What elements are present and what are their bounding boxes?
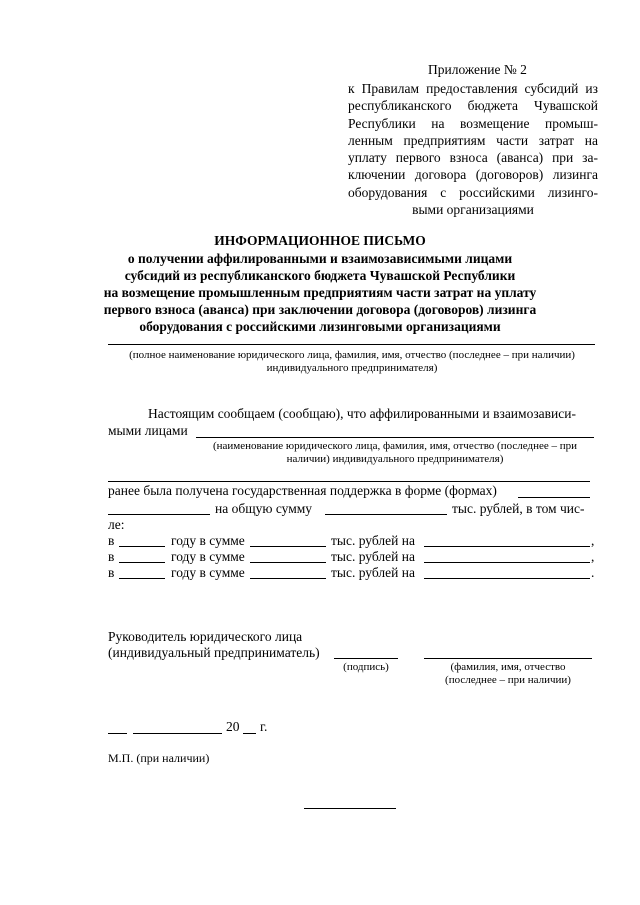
- year-field[interactable]: [119, 546, 165, 547]
- heading-line: на возмещение промышленным предприятиям части затрат на уплату: [103, 285, 537, 300]
- affiliated-persons-field[interactable]: [196, 437, 594, 438]
- total-text: на общую сумму: [215, 501, 313, 516]
- annex-line: Республики на возмещение промыш-: [348, 115, 598, 131]
- total-amount-field[interactable]: [325, 514, 447, 515]
- annex-line: ленным предприятиям части затрат на: [348, 132, 598, 148]
- date-year-field[interactable]: [243, 733, 256, 734]
- heading-line: субсидий из республиканского бюджета Чувашской Республики: [124, 268, 516, 283]
- applicant-caption: индивидуального предпринимателя): [266, 362, 438, 374]
- applicant-caption: (полное наименование юридического лица, фамилия, имя, отчество (последнее – при наличии): [129, 349, 575, 361]
- name-caption: (последнее – при наличии): [445, 674, 571, 686]
- heading-line: оборудования с российскими лизинговыми организациями: [139, 319, 501, 334]
- year-field[interactable]: [119, 578, 165, 579]
- signature-caption: (подпись): [343, 661, 389, 673]
- persons-caption: наличии) индивидуального предпринимателя): [286, 453, 504, 465]
- amount-field[interactable]: [250, 562, 326, 563]
- amount-field[interactable]: [250, 546, 326, 547]
- row-end: ,: [591, 533, 595, 548]
- annex-line: уплату первого взноса (аванса) при за-: [348, 150, 598, 166]
- row-year: году в сумме: [171, 565, 245, 580]
- stamp-label: М.П. (при наличии): [108, 751, 210, 765]
- persons-label: мыми лицами: [108, 423, 188, 438]
- total-text: тыс. рублей, в том чис-: [452, 501, 585, 516]
- row-thousand: тыс. рублей на: [331, 565, 415, 580]
- annex-line: к Правилам предоставления субсидий из: [348, 81, 598, 96]
- signature-field[interactable]: [334, 658, 398, 659]
- row-end: .: [591, 565, 595, 580]
- row-in: в: [108, 533, 115, 548]
- row-in: в: [108, 549, 115, 564]
- total-text: ле:: [108, 517, 125, 532]
- heading-line: первого взноса (аванса) при заключении договора (договоров) лизинга: [103, 302, 537, 317]
- row-end: ,: [591, 549, 595, 564]
- date-year-prefix: 20: [226, 719, 240, 734]
- full-name-field[interactable]: [424, 658, 592, 659]
- affiliated-persons-field-2[interactable]: [108, 481, 590, 482]
- date-month-field[interactable]: [133, 733, 222, 734]
- annex-title: Приложение № 2: [428, 62, 527, 77]
- purpose-field[interactable]: [424, 578, 590, 579]
- year-field[interactable]: [119, 562, 165, 563]
- row-year: году в сумме: [171, 533, 245, 548]
- support-form-field[interactable]: [518, 497, 590, 498]
- head-label: (индивидуальный предприниматель): [108, 645, 320, 660]
- purpose-field[interactable]: [424, 562, 590, 563]
- purpose-field[interactable]: [424, 546, 590, 547]
- bottom-divider: [304, 808, 396, 809]
- row-thousand: тыс. рублей на: [331, 533, 415, 548]
- support-form-field-2[interactable]: [108, 514, 210, 515]
- name-caption: (фамилия, имя, отчество: [450, 661, 566, 673]
- support-text: ранее была получена государственная поддержка в форме (формах): [108, 483, 497, 498]
- date-year-suffix: г.: [260, 719, 268, 734]
- intro-text: Настоящим сообщаем (сообщаю), что аффилированными и взаимозависи-: [148, 406, 576, 421]
- date-day-field[interactable]: [108, 733, 127, 734]
- annex-line: ключении договора (договоров) лизинга: [348, 167, 598, 183]
- row-thousand: тыс. рублей на: [331, 549, 415, 564]
- annex-line: республиканского бюджета Чувашской: [348, 98, 598, 114]
- row-year: году в сумме: [171, 549, 245, 564]
- annex-line: оборудования с российскими лизинго-: [348, 184, 598, 200]
- persons-caption: (наименование юридического лица, фамилия, имя, отчество (последнее – при: [212, 440, 578, 452]
- amount-field[interactable]: [250, 578, 326, 579]
- head-label: Руководитель юридического лица: [108, 629, 303, 644]
- row-in: в: [108, 565, 115, 580]
- letter-title: ИНФОРМАЦИОННОЕ ПИСЬМО: [214, 233, 426, 248]
- annex-line: выми организациями: [412, 202, 534, 218]
- heading-line: о получении аффилированными и взаимозависимыми лицами: [127, 251, 513, 266]
- applicant-name-field[interactable]: [108, 344, 595, 345]
- annex-text: [348, 80, 598, 218]
